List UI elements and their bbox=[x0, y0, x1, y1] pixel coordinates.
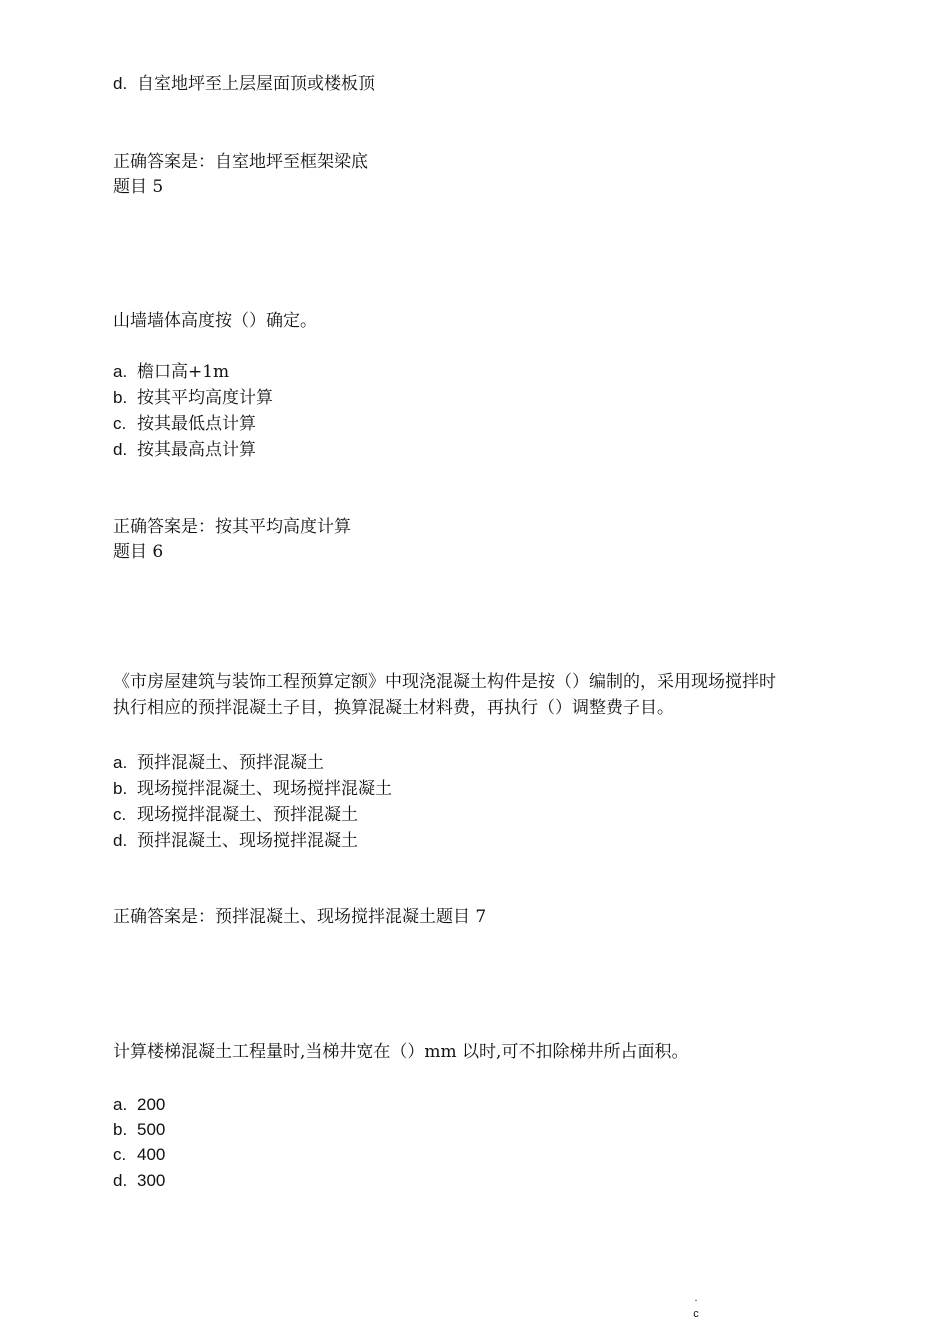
option-letter: b. bbox=[113, 388, 128, 407]
option-text: 400 bbox=[137, 1145, 166, 1164]
option-letter: d. bbox=[113, 74, 128, 93]
option-text: 自室地坪至上层屋面顶或楼板顶 bbox=[137, 74, 375, 94]
q7-stem: 计算楼梯混凝土工程量时,当梯井宽在（）mm 以时,可不扣除梯井所占面积。 bbox=[113, 1042, 689, 1062]
q6-answer: 正确答案是：预拌混凝土、现场搅拌混凝土题目 7 bbox=[113, 907, 487, 927]
q5-option-a bbox=[113, 361, 229, 383]
q5-option-d bbox=[113, 439, 256, 461]
option-text: 200 bbox=[137, 1095, 166, 1114]
option-letter: d. bbox=[113, 831, 128, 850]
q7-option-a bbox=[113, 1094, 165, 1116]
q5-option-c bbox=[113, 413, 256, 435]
option-letter: a. bbox=[113, 1095, 128, 1114]
q5-option-b bbox=[113, 387, 273, 409]
q6-option-c bbox=[113, 804, 358, 826]
q6-option-d bbox=[113, 830, 358, 852]
q5-answer: 正确答案是：按其平均高度计算 bbox=[113, 517, 351, 537]
footer-dot: . bbox=[694, 1292, 698, 1304]
option-letter: d. bbox=[113, 440, 128, 459]
option-text: 500 bbox=[137, 1120, 166, 1139]
option-letter: a. bbox=[113, 362, 128, 381]
q6-stem-line1: 《市房屋建筑与装饰工程预算定额》中现浇混凝土构件是按（）编制的，采用现场搅拌时 bbox=[113, 672, 776, 692]
option-letter: a. bbox=[113, 753, 128, 772]
option-text: 预拌混凝土、现场搅拌混凝土 bbox=[137, 831, 358, 851]
q6-heading: 题目 6 bbox=[113, 542, 164, 562]
q6-option-a bbox=[113, 752, 324, 774]
option-text: 预拌混凝土、预拌混凝土 bbox=[137, 753, 324, 773]
option-letter: b. bbox=[113, 779, 128, 798]
q5-heading: 题目 5 bbox=[113, 177, 164, 197]
q6-stem-line2: 执行相应的预拌混凝土子目，换算混凝土材料费，再执行（）调整费子目。 bbox=[113, 698, 674, 718]
option-text: 现场搅拌混凝土、预拌混凝土 bbox=[137, 805, 358, 825]
option-text: 现场搅拌混凝土、现场搅拌混凝土 bbox=[137, 779, 392, 799]
option-letter: d. bbox=[113, 1171, 128, 1190]
option-text: 按其最低点计算 bbox=[137, 414, 256, 434]
q5-stem: 山墙墙体高度按（）确定。 bbox=[113, 311, 317, 331]
option-text: 檐口高+1m bbox=[137, 362, 230, 382]
footer-mark: c bbox=[693, 1308, 699, 1320]
option-letter: c. bbox=[113, 805, 127, 824]
option-text: 300 bbox=[137, 1171, 166, 1190]
q4-answer: 正确答案是：自室地坪至框架梁底 bbox=[113, 152, 368, 172]
q7-option-b bbox=[113, 1119, 165, 1141]
q4-option-d bbox=[113, 73, 375, 95]
option-text: 按其平均高度计算 bbox=[137, 388, 273, 408]
option-text: 按其最高点计算 bbox=[137, 440, 256, 460]
option-letter: c. bbox=[113, 414, 127, 433]
q7-option-c bbox=[113, 1144, 165, 1166]
option-letter: b. bbox=[113, 1120, 128, 1139]
q7-option-d bbox=[113, 1170, 165, 1192]
q6-option-b bbox=[113, 778, 392, 800]
option-letter: c. bbox=[113, 1145, 127, 1164]
